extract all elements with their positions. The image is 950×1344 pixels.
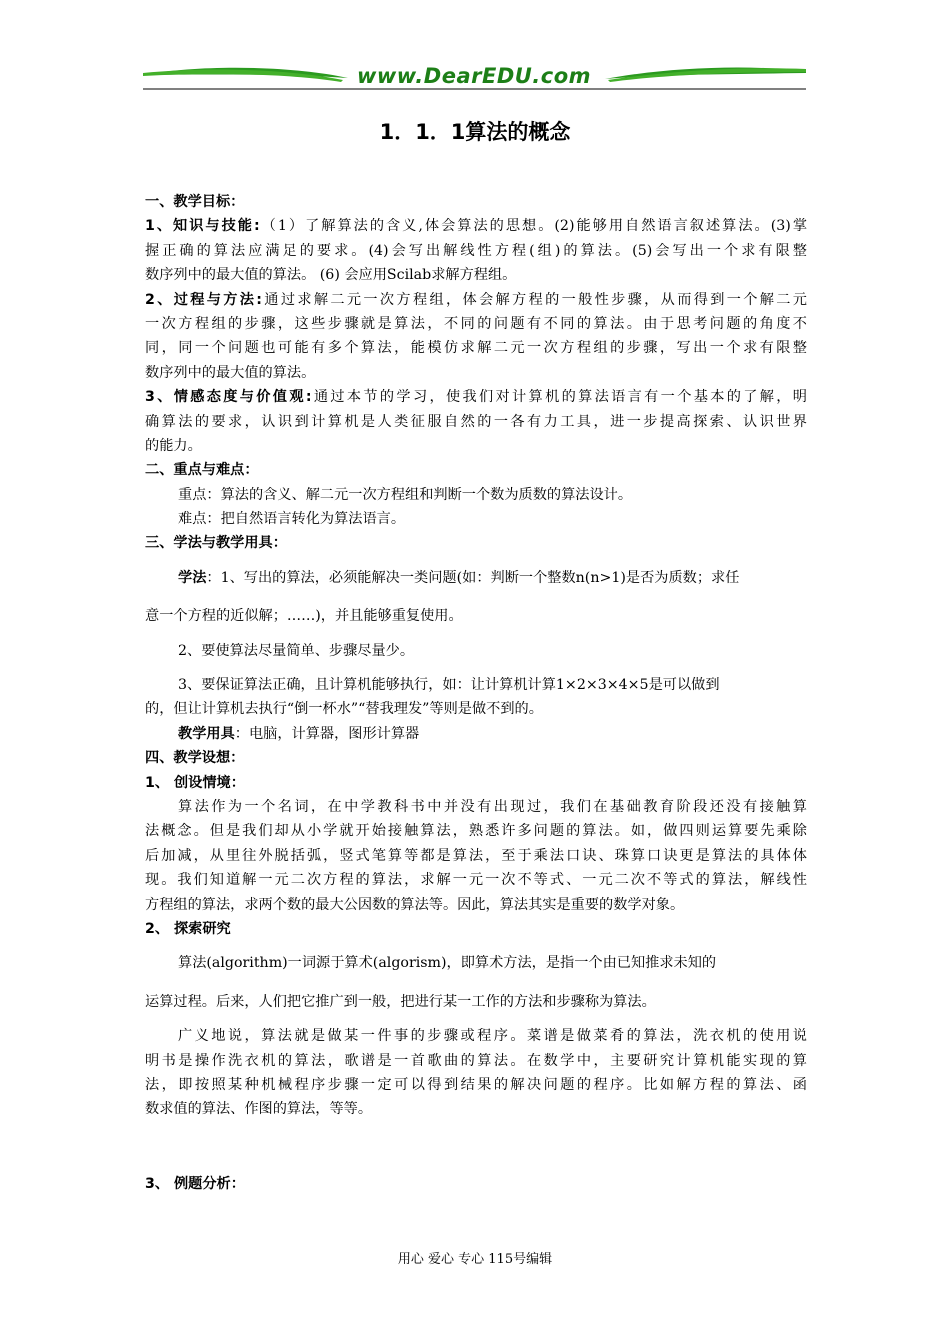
paragraph-line: 意一个方程的近似解；……)，并且能够重复使用。 xyxy=(145,608,463,625)
paragraph-line: 明书是操作洗衣机的算法，歌谱是一首歌曲的算法。在数学中，主要研究计算机能实现的算 xyxy=(145,1052,807,1069)
paragraph-line: 数序列中的最大值的算法。 (6) 会应用Scilab求解方程组。 xyxy=(145,267,517,284)
paragraph-line: 的能力。 xyxy=(145,437,202,454)
paragraph-line: 后加减，从里往外脱括弧，竖式笔算等都是算法，至于乘法口诀、珠算口诀更是算法的具体体 xyxy=(145,847,807,864)
page-title: 1．1．1算法的概念 xyxy=(379,120,571,144)
goal-1-label: 1、知识与技能: xyxy=(145,218,260,235)
goal-2-label: 2、过程与方法: xyxy=(145,291,262,308)
paragraph-line: 1、知识与技能:（1）了解算法的含义,体会算法的思想。(2)能够用自然语言叙述算法。(3)掌 xyxy=(145,218,807,235)
subsection-heading-scenario: 1、 创设情境： xyxy=(145,774,245,791)
section-heading-goals: 一、教学目标： xyxy=(145,194,245,210)
paragraph-line: 3、情感态度与价值观:通过本节的学习，使我们对计算机的算法语言有一个基本的了解，明 xyxy=(145,389,807,406)
paragraph-line: 2、要使算法尽量简单、步骤尽量少。 xyxy=(178,642,415,659)
paragraph-line: 数序列中的最大值的算法。 xyxy=(145,364,316,381)
difficulty-line: 难点：把自然语言转化为算法语言。 xyxy=(178,511,406,528)
tools-label: 教学用具 xyxy=(178,725,235,742)
paragraph-line: 同，同一个问题也可能有多个算法，能模仿求解二元一次方程组的步骤，写出一个求有限整 xyxy=(145,340,807,357)
section-heading-methods: 三、学法与教学用具： xyxy=(145,535,287,552)
paragraph-line: 运算过程。后来，人们把它推广到一般，把进行某一工作的方法和步骤称为算法。 xyxy=(145,993,656,1010)
paragraph-line: 法概念。但是我们却从小学就开始接触算法，熟悉许多问题的算法。如，做四则运算要先乘除 xyxy=(145,823,807,840)
paragraph-line: 法，即按照某种机械程序步骤一定可以得到结果的解决问题的程序。比如解方程的算法、函 xyxy=(145,1076,807,1093)
key-point-line: 重点：算法的含义、解二元一次方程组和判断一个数为质数的算法设计。 xyxy=(178,486,633,503)
paragraph-line: 3、要保证算法正确，且计算机能够执行，如：让计算机计算1×2×3×4×5是可以做到 xyxy=(178,677,720,694)
method-label: 学法 xyxy=(178,569,207,586)
subsection-heading-examples: 3、 例题分析： xyxy=(145,1175,245,1192)
paragraph-line: 确算法的要求，认识到计算机是人类征服自然的一各有力工具，进一步提高探索、认识世界 xyxy=(145,413,807,430)
paragraph-line: 广义地说，算法就是做某一件事的步骤或程序。菜谱是做菜肴的算法，洗衣机的使用说 xyxy=(178,1028,807,1045)
paragraph-line: 教学用具：电脑，计算器，图形计算器 xyxy=(178,725,420,742)
paragraph-line: 握正确的算法应满足的要求。(4)会写出解线性方程(组)的算法。(5)会写出一个求有限整 xyxy=(145,242,807,259)
section-heading-design: 四、教学设想： xyxy=(145,750,245,767)
paragraph-line: 的，但让计算机去执行“倒一杯水”“替我理发”等则是做不到的。 xyxy=(145,701,543,718)
paragraph-line: 现。我们知道解一元二次方程的算法，求解一元一次不等式、一元二次不等式的算法，解线性 xyxy=(145,872,807,889)
paragraph-line: 数求值的算法、作图的算法，等等。 xyxy=(145,1101,373,1118)
goal-3-label: 3、情感态度与价值观: xyxy=(145,389,312,406)
paragraph-line: 算法(algorithm)一词源于算术(algorism)，即算术方法，是指一个由已知推求未知的 xyxy=(178,955,717,972)
document-body xyxy=(145,190,807,1196)
site-logo: www.DearEDU.com xyxy=(356,64,592,88)
subsection-heading-explore: 2、 探索研究 xyxy=(145,920,231,937)
paragraph-line: 一次方程组的步骤，这些步骤就是算法，不同的问题有不同的算法。由于思考问题的角度不 xyxy=(145,315,807,332)
paragraph-line: 方程组的算法，求两个数的最大公因数的算法等。因此，算法其实是重要的数学对象。 xyxy=(145,896,685,913)
page-header xyxy=(143,62,806,92)
page-footer: 用心 爱心 专心 115号编辑 xyxy=(397,1252,553,1267)
paragraph-line: 2、过程与方法:通过求解二元一次方程组，体会解方程的一般性步骤，从而得到一个解二元 xyxy=(145,291,807,308)
section-heading-key-points: 二、重点与难点： xyxy=(145,462,259,479)
paragraph-line: 学法：1、写出的算法，必须能解决一类问题(如：判断一个整数n(n>1)是否为质数；求任 xyxy=(178,569,740,586)
paragraph-line: 算法作为一个名词，在中学教科书中并没有出现过，我们在基础教育阶段还没有接触算 xyxy=(178,798,807,815)
